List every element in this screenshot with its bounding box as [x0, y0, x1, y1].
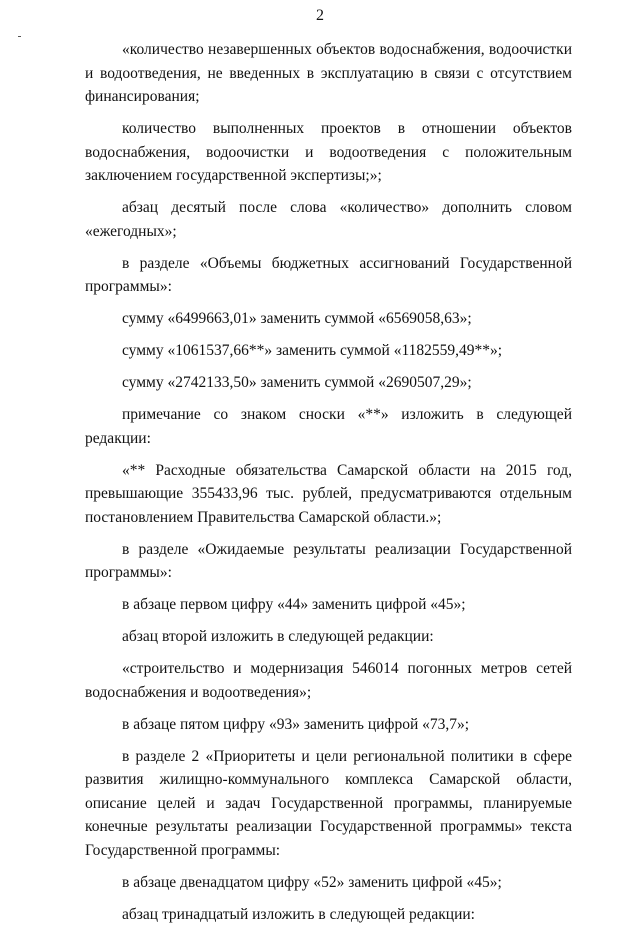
paragraph-sum-2: сумму «1061537,66**» заменить суммой «1182559,49**»; [122, 342, 503, 359]
paragraph-construction: «строительство и модернизация 546014 погонных метров сетей водоснабжения и водоотведения»; [85, 660, 572, 701]
paragraph-sum-3: сумму «2742133,50» заменить суммой «2690507,29»; [122, 374, 472, 391]
paragraph-tenth-abzac: абзац десятый после слова «количество» дополнить словом «ежегодных»; [85, 199, 572, 240]
document-body [85, 38, 572, 935]
paragraph-footnote-text: «** Расходные обязательства Самарской области на 2015 год, превышающие 355433,96 тыс. рублей, предусматриваются отдельным постановлением Правительства Самарской области.»; [85, 461, 572, 526]
paragraph-unfinished-objects: «количество незавершенных объектов водоснабжения, водоочистки и водоотведения, не введенных в эксплуатацию в связи с отсутствием финансирования; [85, 41, 572, 105]
paragraph-expected-results: в разделе «Ожидаемые результаты реализации Государственной программы»: [85, 540, 572, 581]
paragraph-twelfth-abzac: в абзаце двенадцатом цифру «52» заменить цифрой «45»; [122, 873, 502, 891]
paragraph-fifth-abzac: в абзаце пятом цифру «93» заменить цифрой «73,7»; [122, 715, 470, 733]
paragraph-footnote-note: примечание со знаком сноски «**» изложить в следующей редакции: [85, 406, 572, 447]
paragraph-second-abzac: абзац второй изложить в следующей редакции: [122, 628, 434, 645]
paragraph-sum-1: сумму «6499663,01» заменить суммой «6569058,63»; [122, 310, 472, 327]
scan-speck [18, 36, 21, 37]
paragraph-budget-section: в разделе «Объемы бюджетных ассигнований Государственной программы»: [85, 254, 572, 295]
page-number: 2 [316, 7, 324, 24]
paragraph-completed-projects: количество выполненных проектов в отношении объектов водоснабжения, водоочистки и водоотведения с положительным заключением государственной экспертизы;»; [85, 120, 572, 184]
paragraph-thirteenth-abzac: абзац тринадцатый изложить в следующей редакции: [122, 905, 475, 923]
paragraph-first-abzac: в абзаце первом цифру «44» заменить цифрой «45»; [122, 596, 466, 613]
paragraph-section-2: в разделе 2 «Приоритеты и цели региональной политики в сфере развития жилищно-коммунального комплекса Самарской области, описание целей и задач Государственной программы, планируемые конечные результаты реализации Государственной программы» текста Государственной программы: [85, 747, 572, 859]
